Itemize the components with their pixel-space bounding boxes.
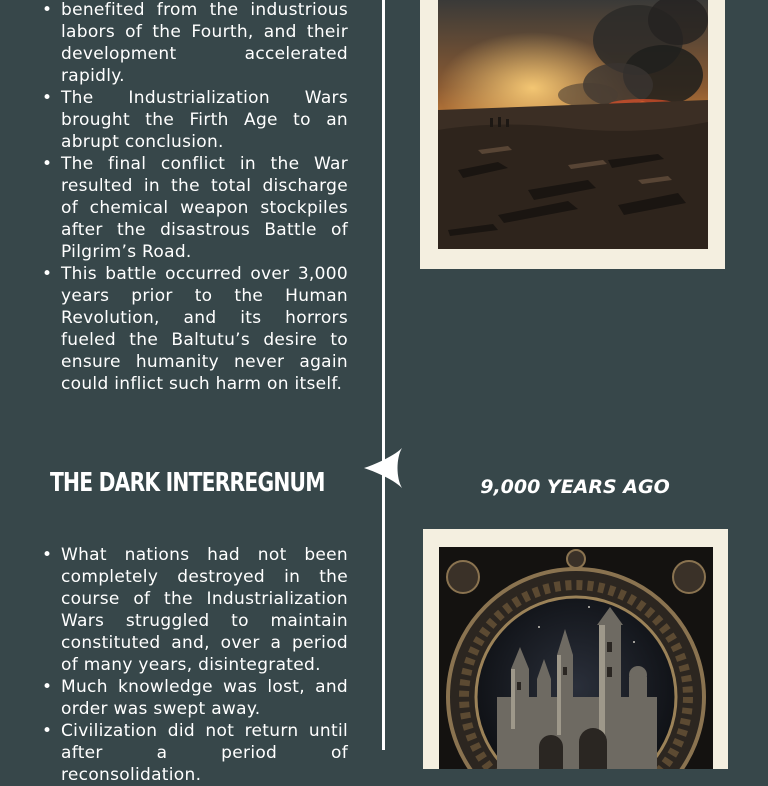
- list-item: • Civilization did not return until after a period of reconsolidation.: [40, 720, 348, 786]
- list-item: • The Industrialization Wars brought the Firth Age to an abrupt conclusion.: [40, 87, 348, 153]
- timeline-arrow-icon: [364, 448, 404, 488]
- timeline-line: [382, 0, 385, 750]
- list-item: • benefited from the industrious labors of the Fourth, and their development accelerated rapidly.: [40, 0, 348, 87]
- list-item: • The final conflict in the War resulted in the total discharge of chemical weapon stockpiles after the disastrous Battle of Pilgrim’s Road.: [40, 153, 348, 263]
- section-title: THE DARK INTERREGNUM: [50, 468, 325, 498]
- list-item: • What nations had not been completely destroyed in the course of the Industrialization Wars struggled to maintain constituted and, over a period of many years, disintegrated.: [40, 544, 348, 676]
- list-item: • This battle occurred over 3,000 years prior to the Human Revolution, and its horrors fueled the Baltutu’s desire to ensure humanity never again could inflict such harm on itself.: [40, 263, 348, 395]
- city-painting-frame: [423, 529, 728, 769]
- battlefield-painting: [438, 0, 708, 249]
- list-item: • Much knowledge was lost, and order was swept away.: [40, 676, 348, 720]
- top-bullet-list: [40, 0, 348, 395]
- battlefield-painting-frame: [420, 0, 725, 269]
- city-painting: [439, 547, 713, 769]
- era-label: 9,000 YEARS AGO: [480, 476, 670, 498]
